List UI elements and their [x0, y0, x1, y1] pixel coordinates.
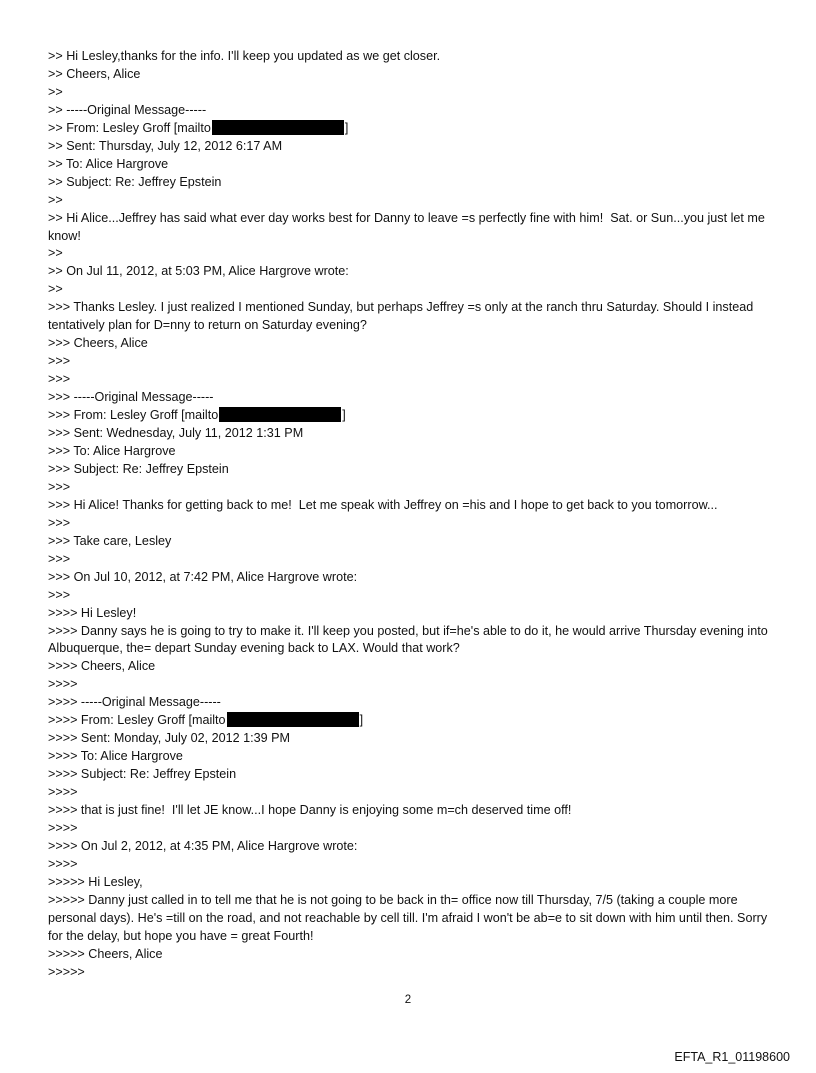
email-line: >>> Take care, Lesley	[48, 533, 172, 548]
from-line-text: >> From: Lesley Groff [mailto	[48, 120, 211, 135]
email-line: >>> To: Alice Hargrove	[48, 443, 176, 458]
email-line: >>	[48, 84, 63, 99]
email-line: >>> Thanks Lesley. I just realized I mentioned Sunday, but perhaps Jeffrey =s only at the ranch thru Saturday. Should I instead tentatively plan for D=nny to return on Saturday evening?	[48, 300, 757, 333]
from-line	[48, 712, 778, 730]
redaction-box	[227, 712, 359, 727]
email-line: >>>>	[48, 677, 78, 692]
email-line: >>>>	[48, 785, 78, 800]
email-line: >>>	[48, 354, 71, 369]
email-line: >>>> To: Alice Hargrove	[48, 749, 183, 764]
redaction-box	[212, 120, 344, 135]
email-line: >>>> On Jul 2, 2012, at 4:35 PM, Alice Hargrove wrote:	[48, 838, 358, 853]
email-line: >>>	[48, 587, 71, 602]
email-line: >>>>	[48, 820, 78, 835]
email-line: >>>>> Hi Lesley,	[48, 874, 143, 889]
email-thread-body	[48, 48, 778, 982]
email-line: >>> Hi Alice! Thanks for getting back to me! Let me speak with Jeffrey on =his and I hope to get back to you tomorrow...	[48, 497, 718, 512]
email-line: >> Cheers, Alice	[48, 66, 141, 81]
email-line: >>>> Danny says he is going to try to make it. I'll keep you posted, but if=he's able to do it, he would arrive Thursday evening into Albuquerque, the= depart Sunday evening back to LAX. Would that work?	[48, 623, 771, 656]
email-line: >>	[48, 246, 63, 261]
from-line-close: ]	[342, 408, 346, 423]
email-line: >> To: Alice Hargrove	[48, 156, 169, 171]
redaction-box	[219, 407, 341, 422]
from-line-text: >>>> From: Lesley Groff [mailto	[48, 713, 226, 728]
email-line: >>> Subject: Re: Jeffrey Epstein	[48, 461, 229, 476]
email-line: >>> -----Original Message-----	[48, 390, 214, 405]
email-line: >>>> that is just fine! I'll let JE know...I hope Danny is enjoying some m=ch deserved time off!	[48, 803, 572, 818]
from-line	[48, 407, 778, 425]
email-line: >> -----Original Message-----	[48, 102, 207, 117]
email-line: >> Subject: Re: Jeffrey Epstein	[48, 174, 222, 189]
email-line: >>>	[48, 551, 71, 566]
email-line: >>> Cheers, Alice	[48, 336, 148, 351]
page-number: 2	[404, 994, 412, 1006]
from-line-text: >>> From: Lesley Groff [mailto	[48, 408, 219, 423]
email-line: >>	[48, 282, 63, 297]
email-line: >>>> Sent: Monday, July 02, 2012 1:39 PM	[48, 731, 291, 746]
email-line: >>>>> Danny just called in to tell me that he is not going to be back in th= office now till Thursday, 7/5 (taking a couple more personal days). He's =till on the road, and not reachable by cell till. I'm afraid I won't be ab=e to sit down with him until then. Sorry for the delay, but hope you have = great Fourth!	[48, 892, 771, 943]
email-line: >>>> Cheers, Alice	[48, 659, 156, 674]
email-line: >>>	[48, 372, 71, 387]
email-line: >>	[48, 192, 63, 207]
email-line: >>>	[48, 479, 71, 494]
email-line: >>>>> Cheers, Alice	[48, 946, 163, 961]
email-line: >>>> -----Original Message-----	[48, 695, 221, 710]
from-line-close: ]	[359, 713, 364, 728]
email-line: >> Sent: Thursday, July 12, 2012 6:17 AM	[48, 138, 283, 153]
email-line: >>> On Jul 10, 2012, at 7:42 PM, Alice Hargrove wrote:	[48, 569, 358, 584]
email-line: >>>>	[48, 856, 78, 871]
email-line: >>> Sent: Wednesday, July 11, 2012 1:31 PM	[48, 426, 304, 441]
from-line	[48, 120, 778, 138]
email-line: >>>>>	[48, 964, 85, 979]
from-line-close: ]	[344, 120, 349, 135]
bates-number: EFTA_R1_01198600	[674, 1050, 790, 1064]
email-line: >> Hi Lesley,thanks for the info. I'll keep you updated as we get closer.	[48, 49, 441, 63]
email-line: >>>	[48, 515, 71, 530]
email-line: >> Hi Alice...Jeffrey has said what ever day works best for Danny to leave =s perfectly fine with him! Sat. or Sun...you just let me know!	[48, 210, 769, 243]
email-line: >>>> Subject: Re: Jeffrey Epstein	[48, 767, 237, 782]
email-line: >>>> Hi Lesley!	[48, 605, 137, 620]
email-line: >> On Jul 11, 2012, at 5:03 PM, Alice Hargrove wrote:	[48, 264, 349, 279]
